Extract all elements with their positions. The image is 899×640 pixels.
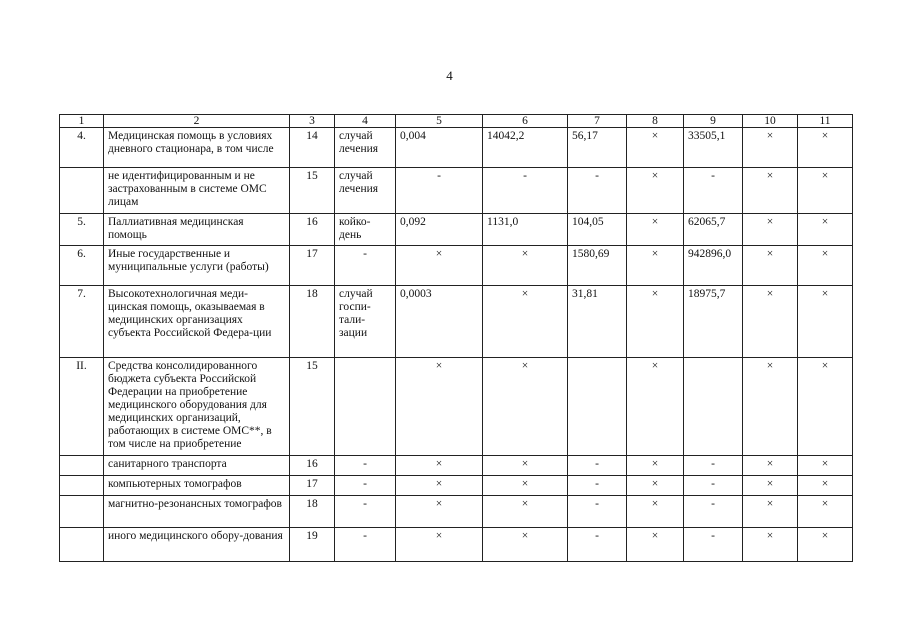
table-cell-col-9: -: [684, 168, 743, 214]
column-header-8: 8: [627, 115, 684, 128]
table-cell-col-6: 1131,0: [483, 214, 568, 246]
table-cell-col-3: 15: [290, 168, 335, 214]
table-cell-col-7: -: [568, 168, 627, 214]
table-cell-col-7: 1580,69: [568, 246, 627, 286]
table-cell-col-11: ×: [798, 214, 853, 246]
table-cell-col-6: ×: [483, 476, 568, 496]
table-cell-col-7: -: [568, 456, 627, 476]
table-cell-col-4: -: [335, 456, 396, 476]
table-cell-col-11: ×: [798, 128, 853, 168]
table-cell-col-5: -: [396, 168, 483, 214]
table-cell-col-1: 4.: [60, 128, 104, 168]
table-cell-col-4: случай госпи-тали-зации: [335, 286, 396, 358]
column-header-6: 6: [483, 115, 568, 128]
table-cell-col-8: ×: [627, 528, 684, 562]
table-cell-col-2: санитарного транспорта: [104, 456, 290, 476]
column-header-5: 5: [396, 115, 483, 128]
table-cell-col-1: [60, 168, 104, 214]
table-cell-col-2: иного медицинского обору-дования: [104, 528, 290, 562]
table-cell-col-9: -: [684, 456, 743, 476]
table-row: [60, 476, 853, 496]
column-header-11: 11: [798, 115, 853, 128]
table-cell-col-3: 17: [290, 476, 335, 496]
table-cell-col-5: ×: [396, 246, 483, 286]
table-cell-col-9: -: [684, 496, 743, 528]
table-cell-col-5: 0,0003: [396, 286, 483, 358]
table-cell-col-3: 16: [290, 456, 335, 476]
table-row: [60, 168, 853, 214]
table-cell-col-1: 6.: [60, 246, 104, 286]
table-cell-col-7: 31,81: [568, 286, 627, 358]
table-cell-col-11: ×: [798, 476, 853, 496]
table-cell-col-10: ×: [743, 476, 798, 496]
table-cell-col-4: случай лечения: [335, 128, 396, 168]
table-cell-col-1: [60, 528, 104, 562]
table-row: [60, 496, 853, 528]
table-cell-col-8: ×: [627, 496, 684, 528]
table-cell-col-11: ×: [798, 358, 853, 456]
table-cell-col-9: 33505,1: [684, 128, 743, 168]
table-cell-col-3: 14: [290, 128, 335, 168]
table-cell-col-6: ×: [483, 528, 568, 562]
table-cell-col-9: 942896,0: [684, 246, 743, 286]
table-cell-col-3: 15: [290, 358, 335, 456]
column-header-4: 4: [335, 115, 396, 128]
table-cell-col-2: не идентифицированным и не застрахованным в системе ОМС лицам: [104, 168, 290, 214]
table-cell-col-9: [684, 358, 743, 456]
table-body: [60, 128, 853, 562]
table-header-row: [60, 115, 853, 128]
table-cell-col-3: 18: [290, 286, 335, 358]
table-cell-col-5: ×: [396, 358, 483, 456]
table-cell-col-9: 18975,7: [684, 286, 743, 358]
table-cell-col-1: 5.: [60, 214, 104, 246]
table-cell-col-7: 56,17: [568, 128, 627, 168]
table-row: [60, 456, 853, 476]
table-cell-col-6: ×: [483, 246, 568, 286]
table-cell-col-11: ×: [798, 456, 853, 476]
column-header-9: 9: [684, 115, 743, 128]
table-row: [60, 358, 853, 456]
table-cell-col-4: -: [335, 246, 396, 286]
table-cell-col-9: -: [684, 528, 743, 562]
table-cell-col-8: ×: [627, 214, 684, 246]
table-cell-col-8: ×: [627, 476, 684, 496]
table-cell-col-4: случай лечения: [335, 168, 396, 214]
table-cell-col-1: II.: [60, 358, 104, 456]
table-cell-col-6: ×: [483, 286, 568, 358]
table-cell-col-3: 17: [290, 246, 335, 286]
table-cell-col-5: ×: [396, 528, 483, 562]
table-cell-col-5: ×: [396, 476, 483, 496]
table-cell-col-8: ×: [627, 246, 684, 286]
table-cell-col-11: ×: [798, 168, 853, 214]
table-cell-col-10: ×: [743, 528, 798, 562]
table-cell-col-10: ×: [743, 214, 798, 246]
table-cell-col-4: -: [335, 528, 396, 562]
table-cell-col-8: ×: [627, 358, 684, 456]
table-cell-col-10: ×: [743, 246, 798, 286]
table-cell-col-4: -: [335, 496, 396, 528]
table-cell-col-4: -: [335, 476, 396, 496]
table-cell-col-6: 14042,2: [483, 128, 568, 168]
table-cell-col-5: 0,092: [396, 214, 483, 246]
table-cell-col-10: ×: [743, 286, 798, 358]
table-cell-col-8: ×: [627, 286, 684, 358]
table-cell-col-6: -: [483, 168, 568, 214]
table-cell-col-5: 0,004: [396, 128, 483, 168]
table-cell-col-2: Иные государственные и муниципальные услуги (работы): [104, 246, 290, 286]
table-row: [60, 286, 853, 358]
table-cell-col-4: койко-день: [335, 214, 396, 246]
table-cell-col-6: ×: [483, 456, 568, 476]
table-cell-col-8: ×: [627, 168, 684, 214]
table-cell-col-6: ×: [483, 496, 568, 528]
table-cell-col-2: Средства консолидированного бюджета субъекта Российской Федерации на приобретение медицинского оборудования для медицинских организаций, работающих в системе ОМС**, в том числе на приобретение: [104, 358, 290, 456]
table-cell-col-10: ×: [743, 358, 798, 456]
table-cell-col-10: ×: [743, 496, 798, 528]
table-cell-col-4: [335, 358, 396, 456]
table-cell-col-1: [60, 476, 104, 496]
table-cell-col-1: [60, 456, 104, 476]
column-header-10: 10: [743, 115, 798, 128]
table-row: [60, 128, 853, 168]
table-row: [60, 214, 853, 246]
table-cell-col-3: 19: [290, 528, 335, 562]
column-header-2: 2: [104, 115, 290, 128]
table-cell-col-11: ×: [798, 286, 853, 358]
table-cell-col-2: Паллиативная медицинская помощь: [104, 214, 290, 246]
table-cell-col-6: ×: [483, 358, 568, 456]
table-row: [60, 528, 853, 562]
table-cell-col-2: Медицинская помощь в условиях дневного стационара, в том числе: [104, 128, 290, 168]
table-cell-col-7: -: [568, 496, 627, 528]
table-cell-col-3: 18: [290, 496, 335, 528]
table-cell-col-2: магнитно-резонансных томографов: [104, 496, 290, 528]
table-cell-col-10: ×: [743, 168, 798, 214]
table-cell-col-1: 7.: [60, 286, 104, 358]
column-header-7: 7: [568, 115, 627, 128]
table-cell-col-9: 62065,7: [684, 214, 743, 246]
table-cell-col-5: ×: [396, 456, 483, 476]
table-cell-col-5: ×: [396, 496, 483, 528]
table-cell-col-9: -: [684, 476, 743, 496]
table-cell-col-2: компьютерных томографов: [104, 476, 290, 496]
table-cell-col-11: ×: [798, 246, 853, 286]
table-cell-col-1: [60, 496, 104, 528]
table-cell-col-7: 104,05: [568, 214, 627, 246]
table-cell-col-2: Высокотехнологичная меди-цинская помощь, оказываемая в медицинских организациях субъекта Российской Федера-ции: [104, 286, 290, 358]
table-cell-col-7: -: [568, 476, 627, 496]
table-cell-col-11: ×: [798, 496, 853, 528]
data-table: [59, 114, 853, 562]
table-row: [60, 246, 853, 286]
table-cell-col-11: ×: [798, 528, 853, 562]
table-cell-col-10: ×: [743, 456, 798, 476]
table-cell-col-3: 16: [290, 214, 335, 246]
column-header-3: 3: [290, 115, 335, 128]
table-cell-col-7: [568, 358, 627, 456]
table-cell-col-8: ×: [627, 128, 684, 168]
table-cell-col-8: ×: [627, 456, 684, 476]
table-cell-col-10: ×: [743, 128, 798, 168]
table-cell-col-7: -: [568, 528, 627, 562]
column-header-1: 1: [60, 115, 104, 128]
page-number: 4: [446, 68, 453, 83]
